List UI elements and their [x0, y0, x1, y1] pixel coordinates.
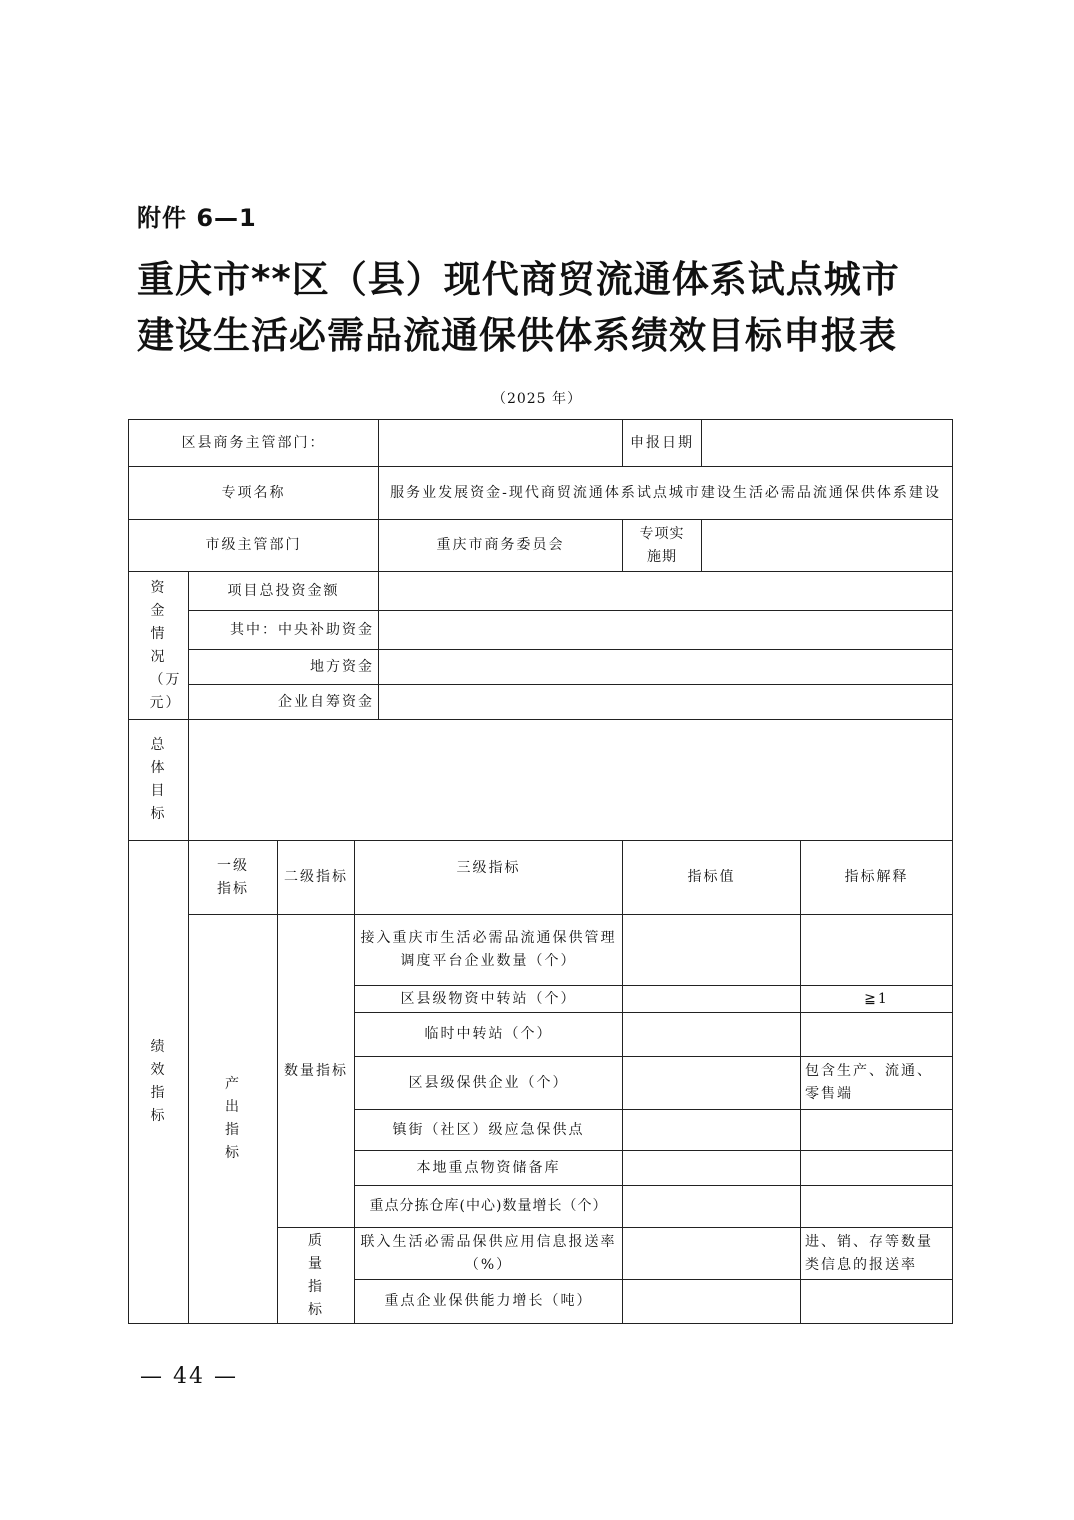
perf-group-label: 绩效指标 [129, 841, 189, 1324]
indicator-explain: ≧1 [801, 986, 953, 1013]
title-line-2: 建设生活必需品流通保供体系绩效目标申报表 [137, 314, 897, 357]
indicator-row [129, 915, 953, 986]
row-city-dept [129, 520, 953, 572]
header-explain: 指标解释 [801, 841, 953, 915]
indicator-value[interactable] [623, 1013, 801, 1057]
indicator-value[interactable] [623, 1151, 801, 1186]
indicator-name: 临时中转站（个） [355, 1013, 623, 1057]
funds-central-value[interactable] [379, 611, 953, 650]
city-dept-value: 重庆市商务委员会 [379, 520, 623, 572]
row-funds-local [129, 650, 953, 685]
funds-total-label: 项目总投资金额 [189, 572, 379, 611]
document-title [137, 252, 957, 364]
attachment-label: 附件 6—1 [137, 204, 257, 232]
header-level3: 三级指标 [355, 841, 623, 915]
header-value: 指标值 [623, 841, 801, 915]
funds-local-label: 地方资金 [189, 650, 379, 685]
overall-goal-label: 总体目标 [129, 720, 189, 841]
dept-value-field[interactable] [379, 420, 623, 467]
row-funds-self [129, 685, 953, 720]
indicator-explain [801, 1013, 953, 1057]
funds-local-value[interactable] [379, 650, 953, 685]
indicator-name: 重点企业保供能力增长（吨） [355, 1280, 623, 1324]
application-form-table [128, 419, 953, 1324]
page-number: — 44 — [140, 1364, 238, 1389]
row-perf-header [129, 841, 953, 915]
period-label: 专项实施期 [623, 520, 702, 572]
indicator-name: 重点分拣仓库(中心)数量增长（个） [355, 1186, 623, 1228]
indicator-value[interactable] [623, 1057, 801, 1110]
indicator-value[interactable] [623, 1228, 801, 1280]
project-name-label: 专项名称 [129, 467, 379, 520]
row-overall-goal [129, 720, 953, 841]
row-project [129, 467, 953, 520]
row-funds-total [129, 572, 953, 611]
funds-self-value[interactable] [379, 685, 953, 720]
indicator-value[interactable] [623, 1110, 801, 1151]
indicator-explain [801, 1110, 953, 1151]
header-level1: 一级指标 [189, 841, 278, 915]
indicator-name: 联入生活必需品保供应用信息报送率（%） [355, 1228, 623, 1280]
indicator-value[interactable] [623, 915, 801, 986]
indicator-explain: 进、销、存等数量类信息的报送率 [801, 1228, 953, 1280]
year-label: （2025 年） [491, 391, 583, 407]
row-dept [129, 420, 953, 467]
header-level2: 二级指标 [278, 841, 355, 915]
indicator-explain [801, 915, 953, 986]
city-dept-label: 市级主管部门 [129, 520, 379, 572]
indicator-explain: 包含生产、流通、零售端 [801, 1057, 953, 1110]
title-line-1: 重庆市**区（县）现代商贸流通体系试点城市 [137, 258, 900, 301]
level2-quantity-label: 数量指标 [278, 915, 355, 1228]
indicator-name: 本地重点物资储备库 [355, 1151, 623, 1186]
level1-output-label: 产出指标 [189, 915, 278, 1324]
row-funds-central [129, 611, 953, 650]
indicator-value[interactable] [623, 1186, 801, 1228]
funds-group-label: 资金情况（万元） [129, 572, 189, 720]
indicator-explain [801, 1186, 953, 1228]
indicator-explain [801, 1151, 953, 1186]
indicator-name: 接入重庆市生活必需品流通保供管理调度平台企业数量（个） [355, 915, 623, 986]
funds-self-label: 企业自筹资金 [189, 685, 379, 720]
indicator-value[interactable] [623, 1280, 801, 1324]
period-value-field[interactable] [702, 520, 953, 572]
funds-central-label: 其中：中央补助资金 [189, 611, 379, 650]
date-value-field[interactable] [702, 420, 953, 467]
indicator-name: 区县级物资中转站（个） [355, 986, 623, 1013]
date-label: 申报日期 [623, 420, 702, 467]
level2-quality-label: 质量指标 [278, 1228, 355, 1324]
project-name-value: 服务业发展资金-现代商贸流通体系试点城市建设生活必需品流通保供体系建设 [379, 467, 953, 520]
dept-label: 区县商务主管部门： [129, 420, 379, 467]
funds-total-value[interactable] [379, 572, 953, 611]
indicator-value[interactable] [623, 986, 801, 1013]
indicator-name: 区县级保供企业（个） [355, 1057, 623, 1110]
overall-goal-value[interactable] [189, 720, 953, 841]
indicator-name: 镇街（社区）级应急保供点 [355, 1110, 623, 1151]
indicator-explain [801, 1280, 953, 1324]
